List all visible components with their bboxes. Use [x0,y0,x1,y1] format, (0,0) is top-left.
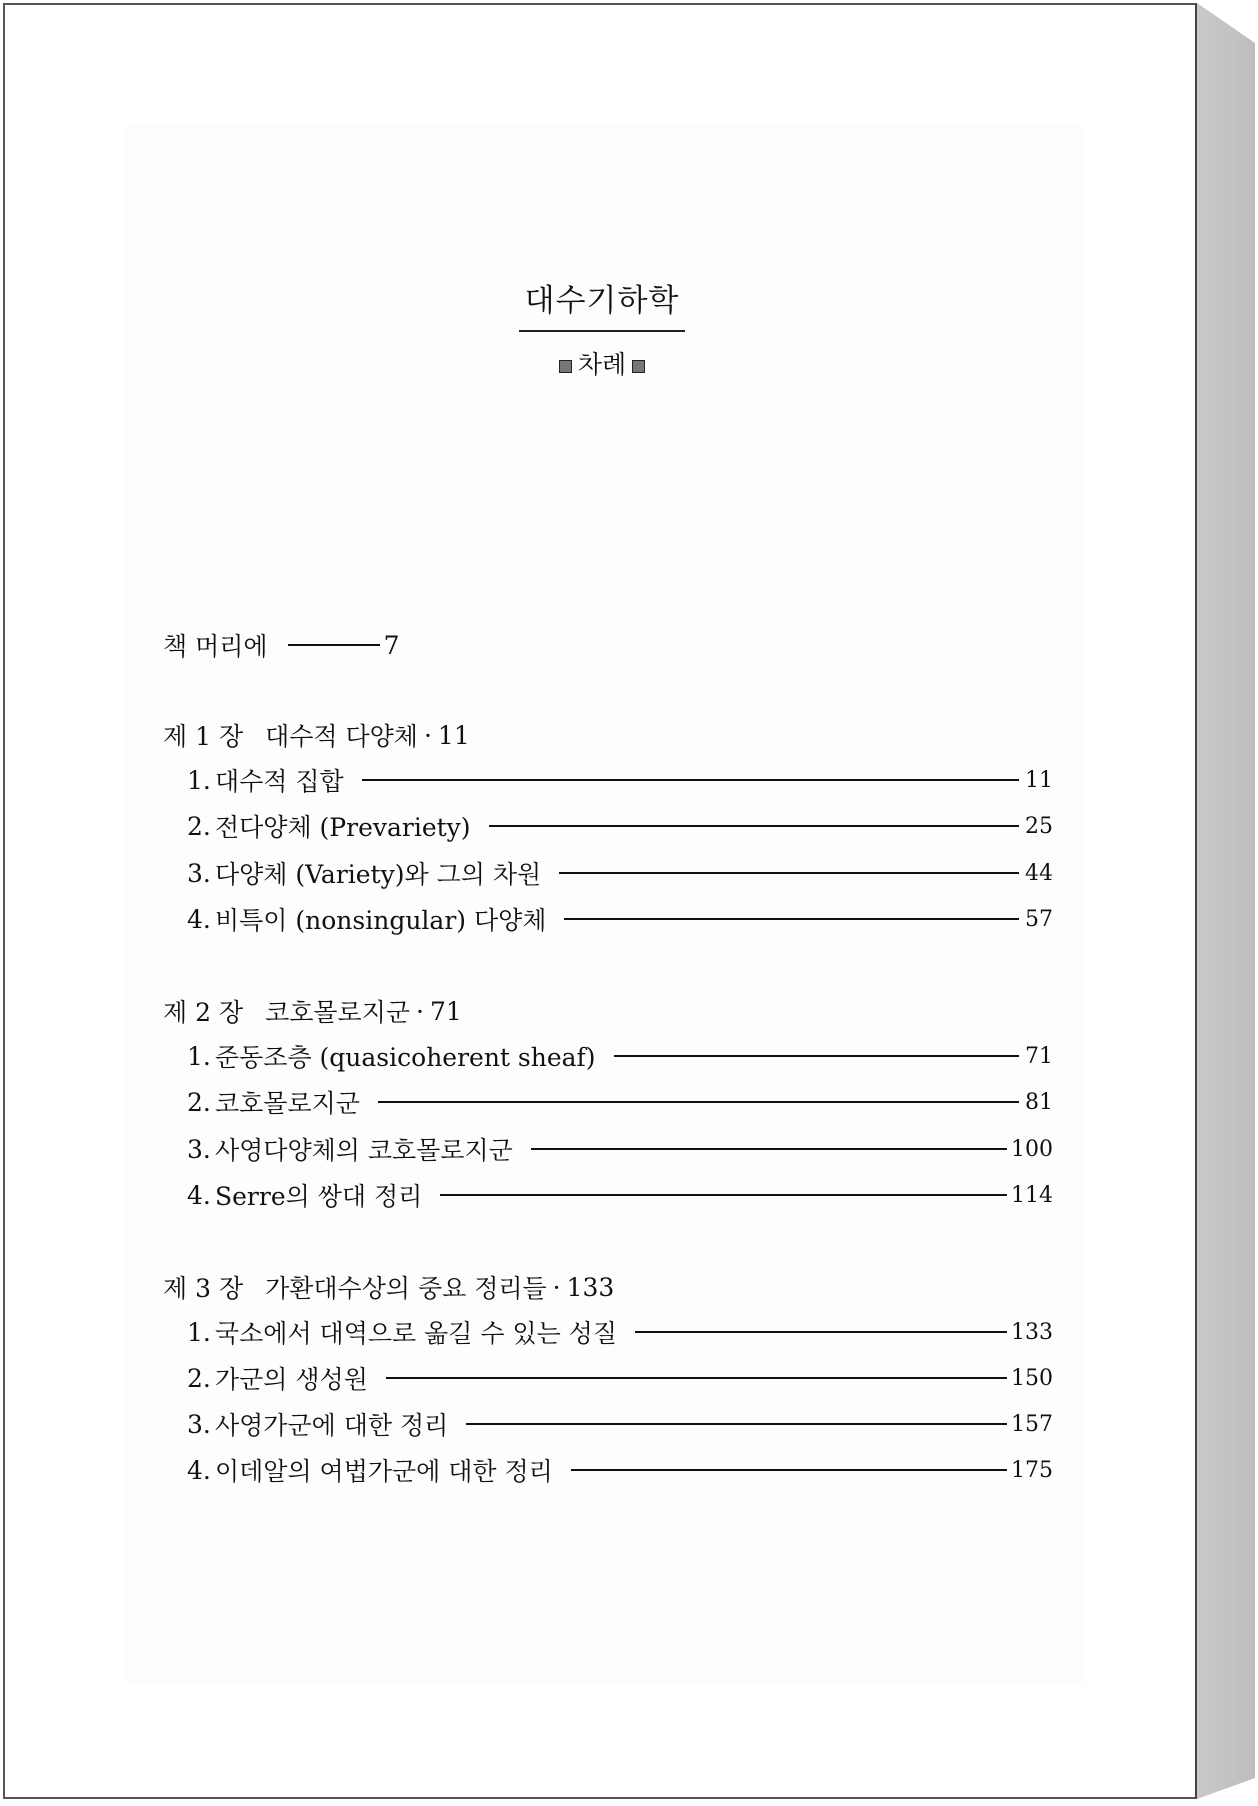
leader-line [440,1194,1007,1196]
toc-entry[interactable] [187,1360,1053,1396]
section-number: 3. [187,1134,211,1164]
section-title: 전다양체 (Prevariety) [215,813,471,842]
leader-line [489,825,1019,827]
section-title: 가군의 생성원 [215,1365,368,1394]
section-title: 국소에서 대역으로 옮길 수 있는 성질 [215,1319,617,1348]
section-page: 57 [1025,906,1053,932]
toc-chapter[interactable]: 제 1 장 대수적 다양체 · 11 [163,717,470,753]
section-number: 4. [187,1455,211,1485]
section-page: 44 [1025,860,1053,886]
section-title: 이데알의 여법가군에 대한 정리 [215,1457,553,1486]
chapter-number: 제 1 장 [163,722,244,751]
page [3,3,1197,1799]
section-number: 3. [187,1409,211,1439]
toc-preface[interactable] [163,627,399,663]
toc-entry[interactable] [187,1177,1053,1213]
section-number: 1. [187,765,211,795]
chapter-title: 코호몰로지군 [265,998,411,1027]
leader-line [378,1101,1019,1103]
toc-entry[interactable] [187,1314,1053,1350]
leader-line [362,779,1019,781]
leader-line [531,1148,1007,1150]
section-title: Serre의 쌍대 정리 [215,1182,423,1211]
preface-label: 책 머리에 [163,632,268,661]
section-title: 대수적 집합 [215,767,344,796]
section-page: 150 [1011,1365,1053,1391]
toc-entry[interactable] [187,762,1053,798]
section-page: 11 [1025,767,1053,793]
toc-entry[interactable] [187,1084,1053,1120]
leader-line [635,1331,1007,1333]
section-page: 25 [1025,813,1053,839]
section-title: 사영가군에 대한 정리 [215,1411,449,1440]
section-number: 4. [187,1180,211,1210]
section-title: 코호몰로지군 [215,1089,360,1118]
section-title: 사영다양체의 코호몰로지군 [215,1136,513,1165]
contents-heading [5,345,1199,381]
toc-entry[interactable] [187,1038,1053,1074]
toc-entry[interactable] [187,855,1053,891]
contents-label: 차례 [577,350,627,379]
chapter-title: 대수적 다양체 [265,722,418,751]
section-number: 2. [187,811,211,841]
toc-chapter[interactable]: 제 3 장 가환대수상의 중요 정리들 · 133 [163,1269,614,1305]
section-number: 2. [187,1087,211,1117]
section-page: 157 [1011,1411,1053,1437]
leader-line [466,1423,1007,1425]
chapter-page: 11 [437,720,470,750]
section-page: 71 [1025,1043,1053,1069]
section-title: 비특이 (nonsingular) 다양체 [215,906,547,935]
chapter-number: 제 3 장 [163,1274,244,1303]
section-page: 133 [1011,1319,1053,1345]
preface-page: 7 [383,630,400,660]
page-edge [1195,3,1197,1799]
section-number: 1. [187,1317,211,1347]
section-page: 100 [1011,1136,1053,1162]
toc-entry[interactable] [187,1452,1053,1488]
toc-entry[interactable] [187,1406,1053,1442]
chapter-title: 가환대수상의 중요 정리들 [265,1274,547,1303]
section-page: 114 [1011,1182,1053,1208]
chapter-page: 71 [429,996,462,1026]
section-number: 3. [187,858,211,888]
square-bullet-icon [632,360,645,373]
section-number: 2. [187,1363,211,1393]
leader-line [564,918,1019,920]
leader-line [614,1055,1019,1057]
section-number: 1. [187,1041,211,1071]
section-page: 175 [1011,1457,1053,1483]
square-bullet-icon [559,360,572,373]
toc-chapter[interactable]: 제 2 장 코호몰로지군 · 71 [163,993,462,1029]
chapter-page: 133 [566,1272,615,1302]
chapter-number: 제 2 장 [163,998,244,1027]
toc-entry[interactable] [187,901,1053,937]
leader-line [288,644,380,646]
leader-line [386,1377,1007,1379]
leader-line [571,1469,1007,1471]
book-title: 대수기하학 [519,275,686,332]
toc-entry[interactable] [187,1131,1053,1167]
title-block [5,275,1199,332]
section-title: 다양체 (Variety)와 그의 차원 [215,860,542,889]
section-title: 준동조층 (quasicoherent sheaf) [215,1043,596,1072]
section-page: 81 [1025,1089,1053,1115]
book-spine [1197,3,1255,1799]
toc-entry[interactable] [187,808,1053,844]
section-number: 4. [187,904,211,934]
leader-line [559,872,1019,874]
